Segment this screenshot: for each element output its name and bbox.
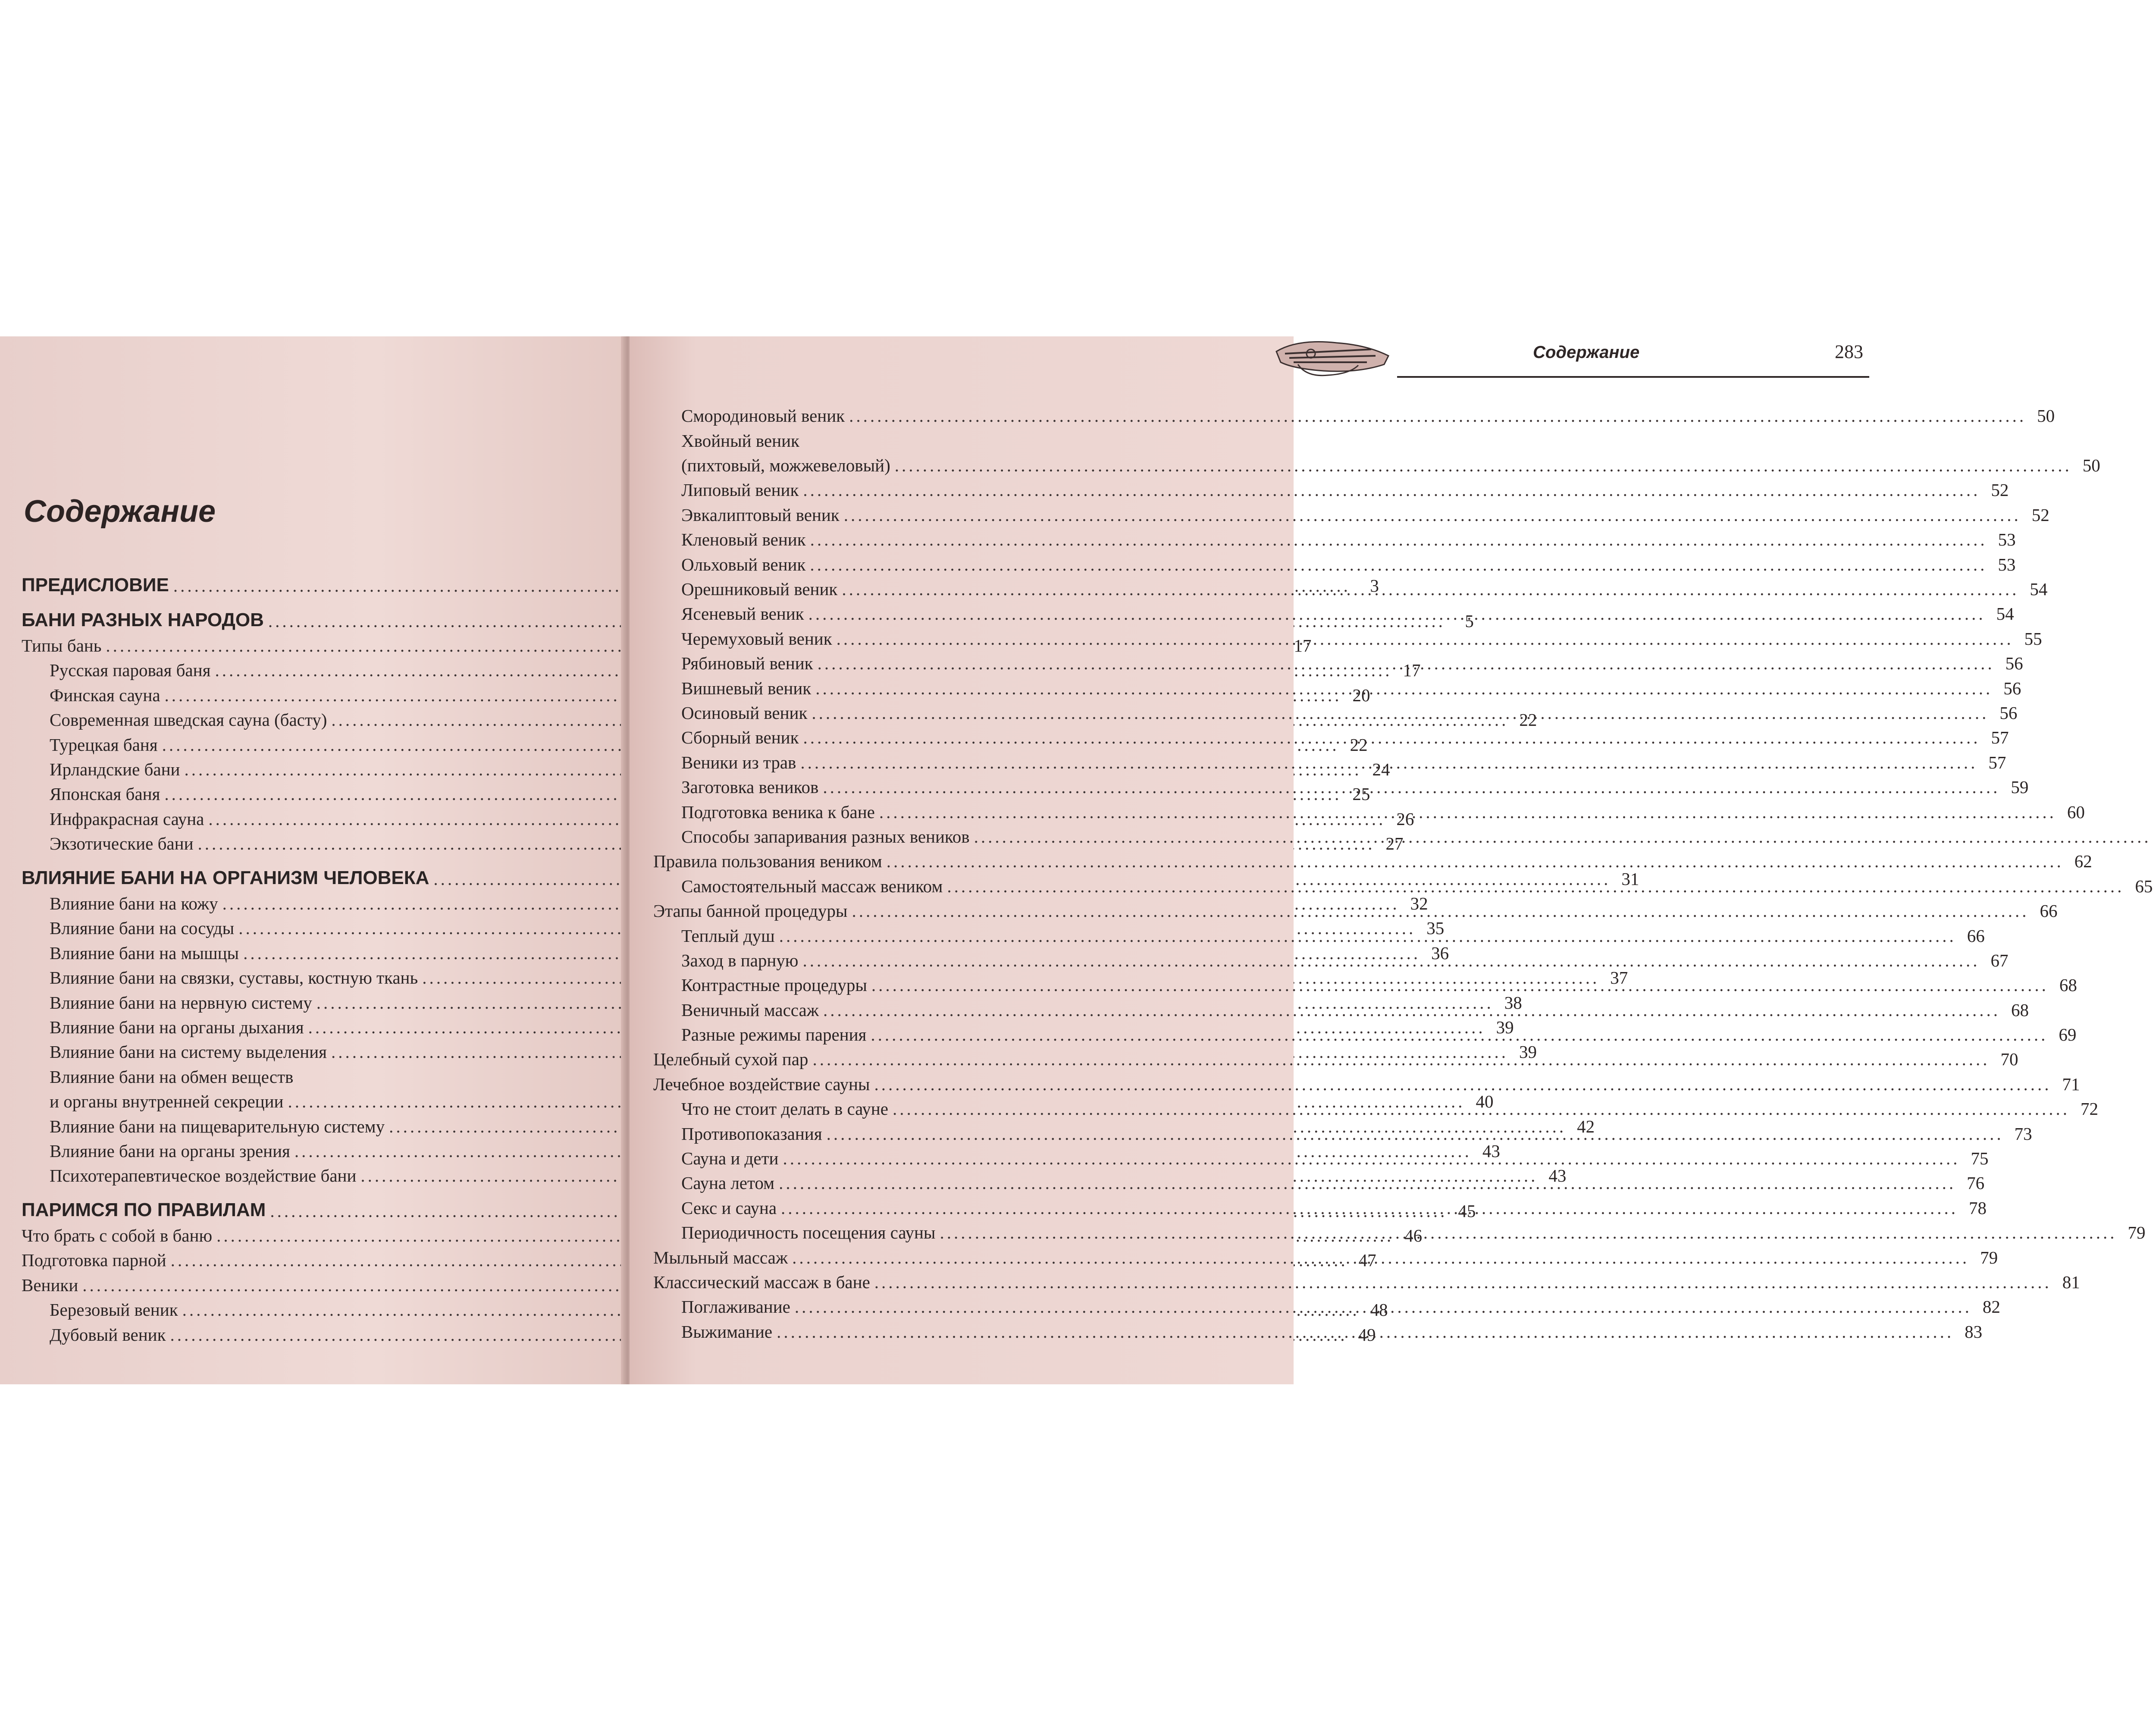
toc-entry-text: Японская баня [50, 784, 160, 804]
toc-entry-page: 69 [2059, 1025, 2077, 1045]
toc-entry-page: 60 [2067, 802, 2085, 822]
toc-entry-page: 79 [1980, 1247, 1998, 1267]
page-number: 283 [1835, 341, 1863, 362]
toc-entry-page: 47 [1358, 1250, 1376, 1270]
leader-dots [823, 1000, 2000, 1020]
toc-entry-text: Психотерапевтическое воздействие бани [50, 1166, 357, 1186]
toc-entry-page: 22 [1350, 734, 1368, 755]
toc-entry [653, 822, 1246, 847]
leader-dots [827, 1124, 2004, 1144]
toc-entry-page: 46 [1404, 1226, 1423, 1246]
toc-entry-text: Современная шведская сауна (басту) [50, 710, 327, 730]
toc-entry-text: Противопоказания [681, 1123, 822, 1144]
toc-entry [653, 475, 2009, 500]
toc-entry-page: 66 [2040, 901, 2058, 921]
toc-entry [653, 451, 2100, 476]
toc-entry-text: Типы бань [22, 636, 102, 656]
header-rule [1397, 376, 1869, 378]
toc-entry-no-leader [22, 1062, 619, 1086]
toc-entry-page: 49 [1358, 1324, 1376, 1345]
toc-entry-page: 55 [2024, 628, 2042, 649]
toc-entry-page: 57 [1991, 728, 2009, 748]
leader-dots [871, 975, 2049, 995]
toc-entry-page: 39 [1519, 1042, 1537, 1062]
toc-entry-text: Сауна летом [681, 1173, 775, 1193]
toc-entry-text: Влияние бани на связки, суставы, костную ткань [50, 968, 418, 988]
leader-dots [823, 778, 2000, 797]
toc-entry-text: Влияние бани на пищеварительную систему [50, 1116, 385, 1136]
toc-entry-page: 50 [2037, 406, 2055, 426]
toc-entry-page: 37 [1610, 968, 1628, 988]
toc-entry-text: Инфракрасная сауна [50, 809, 204, 829]
leader-dots [800, 753, 1977, 772]
leader-dots [792, 1248, 1969, 1267]
leader-dots [837, 629, 2014, 649]
toc-entry-page: 71 [2062, 1074, 2080, 1094]
toc-entry-text: Веники [22, 1275, 78, 1295]
leader-dots [783, 1149, 1960, 1168]
toc-entry-text: Правила пользования веником [653, 851, 882, 872]
toc-entry-page: 52 [2031, 505, 2049, 525]
toc-entry-page: 20 [1352, 685, 1370, 705]
leader-dots [874, 1273, 2052, 1292]
toc-entry-text: Орешниковый веник [681, 579, 838, 599]
toc-entry [653, 549, 2016, 574]
leader-dots [849, 406, 2026, 426]
toc-entry-text: Кленовый веник [681, 530, 806, 550]
toc-entry-text: Заход в парную [681, 950, 799, 970]
leader-dots [842, 580, 2019, 599]
leader-dots [947, 877, 2124, 896]
toc-entry-text: Финская сауна [50, 685, 160, 705]
leader-dots [781, 1198, 1958, 1218]
toc-entry-page: 68 [2059, 975, 2077, 995]
toc-entry-text: Контрастные процедуры [681, 975, 867, 995]
toc-entry-text: Экзотические бани [50, 834, 194, 854]
leader-dots [815, 679, 1993, 698]
toc-entry [653, 574, 2048, 599]
toc-entry-page: 62 [2074, 851, 2092, 872]
toc-entry-page: 36 [1431, 943, 1449, 963]
toc-entry [22, 1270, 619, 1295]
toc-entry-text: ВЛИЯНИЕ БАНИ НА ОРГАНИЗМ ЧЕЛОВЕКА [22, 867, 429, 889]
toc-entry-text: Рябиновый веник [681, 653, 813, 674]
toc-entry-text: БАНИ РАЗНЫХ НАРОДОВ [22, 609, 264, 631]
toc-entry-page: 45 [1458, 1201, 1476, 1221]
toc-entry-page: 43 [1548, 1166, 1567, 1186]
toc-entry-page: 79 [2128, 1223, 2146, 1243]
leader-dots [871, 1025, 2048, 1044]
toc-entry-page: 66 [1967, 925, 1985, 946]
toc-entry-page: 73 [2014, 1123, 2032, 1144]
toc-entry-text: Подготовка веника к бане [681, 802, 875, 822]
toc-entry-page: 31 [1621, 869, 1639, 889]
leader-dots [940, 1223, 2117, 1242]
toc-entry-text: Сауна и дети [681, 1148, 779, 1169]
leader-dots [779, 926, 1956, 946]
toc-entry-page: 56 [2003, 678, 2021, 698]
toc-entry-text: Лечебное воздействие сауны [653, 1074, 870, 1094]
toc-entry-page: 75 [1971, 1148, 1989, 1169]
toc-entry-text: Заготовка веников [681, 777, 819, 797]
leader-dots [795, 1297, 1972, 1317]
toc-entry-page: 5 [1465, 611, 1474, 631]
toc-entry-page: 50 [2082, 455, 2100, 476]
toc-entry [653, 1267, 2080, 1292]
toc-entry-page: 22 [1519, 710, 1537, 730]
leader-dots [893, 1099, 2070, 1119]
toc-entry-text: Поглаживание [681, 1297, 790, 1317]
toc-entry-text: Этапы банной процедуры [653, 901, 848, 921]
toc-entry-text: Влияние бани на кожу [50, 893, 218, 913]
toc-entry-text: Секс и сауна [681, 1198, 777, 1218]
toc-entry-text: Смородиновый веник [681, 406, 845, 426]
toc-entry-text: Веничный массаж [681, 1000, 819, 1020]
toc-entry-page: 32 [1410, 893, 1428, 913]
toc-entry-page: 78 [1969, 1198, 1987, 1218]
leader-dots [802, 951, 1980, 970]
toc-entry-text: Что брать с собой в баню [22, 1226, 213, 1246]
toc-entry-page: 25 [1352, 784, 1370, 804]
toc-entry-text: Хвойный веник [681, 430, 799, 451]
toc-entry-page: 59 [2011, 777, 2029, 797]
toc-entry-page: 17 [1403, 660, 1421, 681]
toc-entry-text: ПРЕДИСЛОВИЕ [22, 574, 169, 596]
toc-entry-page: 24 [1372, 759, 1390, 780]
toc-entry-text: Подготовка парной [22, 1250, 166, 1270]
toc-entry-text: Влияние бани на обмен веществ [50, 1066, 294, 1087]
toc-entry-text: Что не стоит делать в сауне [681, 1099, 888, 1119]
leader-dots [810, 530, 1987, 549]
toc-entry-page: 43 [1482, 1141, 1500, 1161]
toc-entry-text: Классический массаж в бане [653, 1272, 870, 1292]
toc-entry-text: Черемуховый веник [681, 628, 832, 649]
toc-entry-page: 72 [2080, 1099, 2098, 1119]
toc-entry-no-leader [653, 426, 1246, 450]
toc-entry-text: Влияние бани на органы дыхания [50, 1017, 304, 1037]
toc-entry-text: Русская паровая баня [50, 660, 211, 681]
toc-entry-page: 53 [1998, 530, 2016, 550]
toc-entry-page: 76 [1967, 1173, 1985, 1193]
toc-entry-page: 83 [1965, 1321, 1983, 1342]
toc-entry [653, 500, 2049, 525]
toc-entry-text: Самостоятельный массаж веником [681, 876, 943, 896]
toc-entry-text: Эвкалиптовый веник [681, 505, 840, 525]
toc-entry-text: Влияние бани на мышцы [50, 943, 239, 963]
toc-entry-page: 53 [1998, 554, 2016, 574]
toc-entry-page: 68 [2011, 1000, 2029, 1020]
toc-entry-page: 54 [1996, 604, 2014, 624]
toc-entry-text: Выжимание [681, 1321, 773, 1342]
toc-entry-text: Влияние бани на систему выделения [50, 1042, 327, 1062]
leader-dots [803, 728, 1981, 747]
toc-entry-page: 54 [2030, 579, 2048, 599]
toc-entry-text: Осиновый веник [681, 703, 808, 723]
leader-dots [810, 555, 1987, 574]
leader-dots [812, 1050, 1990, 1069]
leader-dots [808, 604, 1986, 624]
toc-entry-text: Ирландские бани [50, 759, 180, 780]
toc-entry-text: Теплый душ [681, 925, 775, 946]
toc-entry-text: Целебный сухой пар [653, 1049, 808, 1070]
toc-entry-page: 48 [1370, 1300, 1388, 1320]
toc-entry-page: 65 [2135, 876, 2153, 896]
toc-entry-text: Влияние бани на сосуды [50, 918, 235, 938]
toc-entry-text: Ясеневый веник [681, 604, 804, 624]
toc-entry-page: 35 [1426, 918, 1445, 938]
toc-entry-page: 26 [1396, 809, 1414, 829]
toc-entry-page: 27 [1385, 834, 1404, 854]
bath-broom-emblem-icon [1272, 334, 1393, 382]
toc-entry [653, 525, 2016, 550]
toc-entry [653, 847, 2092, 872]
toc-entry-text: Сборный веник [681, 728, 799, 748]
leader-dots [895, 456, 2072, 475]
toc-entry-text: Турецкая баня [50, 734, 158, 755]
toc-entry-page: 56 [2005, 653, 2023, 674]
leader-dots [852, 901, 2029, 921]
toc-entry-page: 67 [1990, 950, 2009, 970]
leader-dots [779, 1173, 1956, 1193]
toc-entry-text: Мыльный массаж [653, 1247, 788, 1267]
toc-entry-page: 3 [1370, 576, 1379, 596]
toc-entry-text: Липовый веник [681, 480, 799, 500]
running-header-title: Содержание [1533, 343, 1640, 362]
leader-dots [879, 803, 2056, 822]
toc-entry-page: 52 [1991, 480, 2009, 500]
toc-entry [653, 401, 2055, 426]
leader-dots [818, 654, 1995, 673]
toc-entry [653, 1070, 2080, 1094]
book-spread [0, 336, 2153, 1384]
toc-entry-text: Разные режимы парения [681, 1025, 867, 1045]
toc-entry-page: 17 [1294, 636, 1312, 656]
leader-dots [803, 480, 1980, 500]
toc-entry-page: 57 [1988, 752, 2006, 772]
toc-entry-text: и органы внутренней секреции [50, 1091, 284, 1112]
toc-title: Содержание [24, 494, 216, 529]
toc-entry-text: Ольховый веник [681, 554, 806, 574]
toc-entry-page: 82 [1982, 1297, 2000, 1317]
toc-entry-text: Веники из трав [681, 752, 796, 772]
toc-entry [653, 599, 2014, 624]
leader-dots [974, 827, 2151, 847]
leader-dots [844, 505, 2021, 525]
toc-entry-page: 40 [1476, 1091, 1494, 1112]
toc-entry-text: Дубовый веник [50, 1324, 166, 1345]
leader-dots [874, 1075, 2051, 1094]
toc-entry-text: Вишневый веник [681, 678, 812, 698]
toc-entry-text: Березовый веник [50, 1300, 178, 1320]
toc-entry-text: (пихтовый, можжевеловый) [681, 455, 890, 476]
leader-dots [812, 703, 1989, 723]
leader-dots [887, 852, 2064, 871]
toc-entry-page: 70 [2000, 1049, 2018, 1070]
toc-entry-page: 81 [2062, 1272, 2080, 1292]
toc-entry-page: 38 [1504, 992, 1522, 1013]
toc-entry-text: Способы запаривания разных веников [681, 826, 970, 847]
toc-entry-page: 42 [1577, 1116, 1595, 1136]
toc-entry-page: 56 [1999, 703, 2018, 723]
toc-entry-page: 39 [1496, 1017, 1514, 1037]
toc-entry-text: Периодичность посещения сауны [681, 1223, 936, 1243]
toc-entry-text: Влияние бани на нервную систему [50, 992, 312, 1013]
toc-entry-text: ПАРИМСЯ ПО ПРАВИЛАМ [22, 1199, 266, 1221]
toc-entry-text: Влияние бани на органы зрения [50, 1141, 290, 1161]
leader-dots [777, 1322, 1954, 1342]
